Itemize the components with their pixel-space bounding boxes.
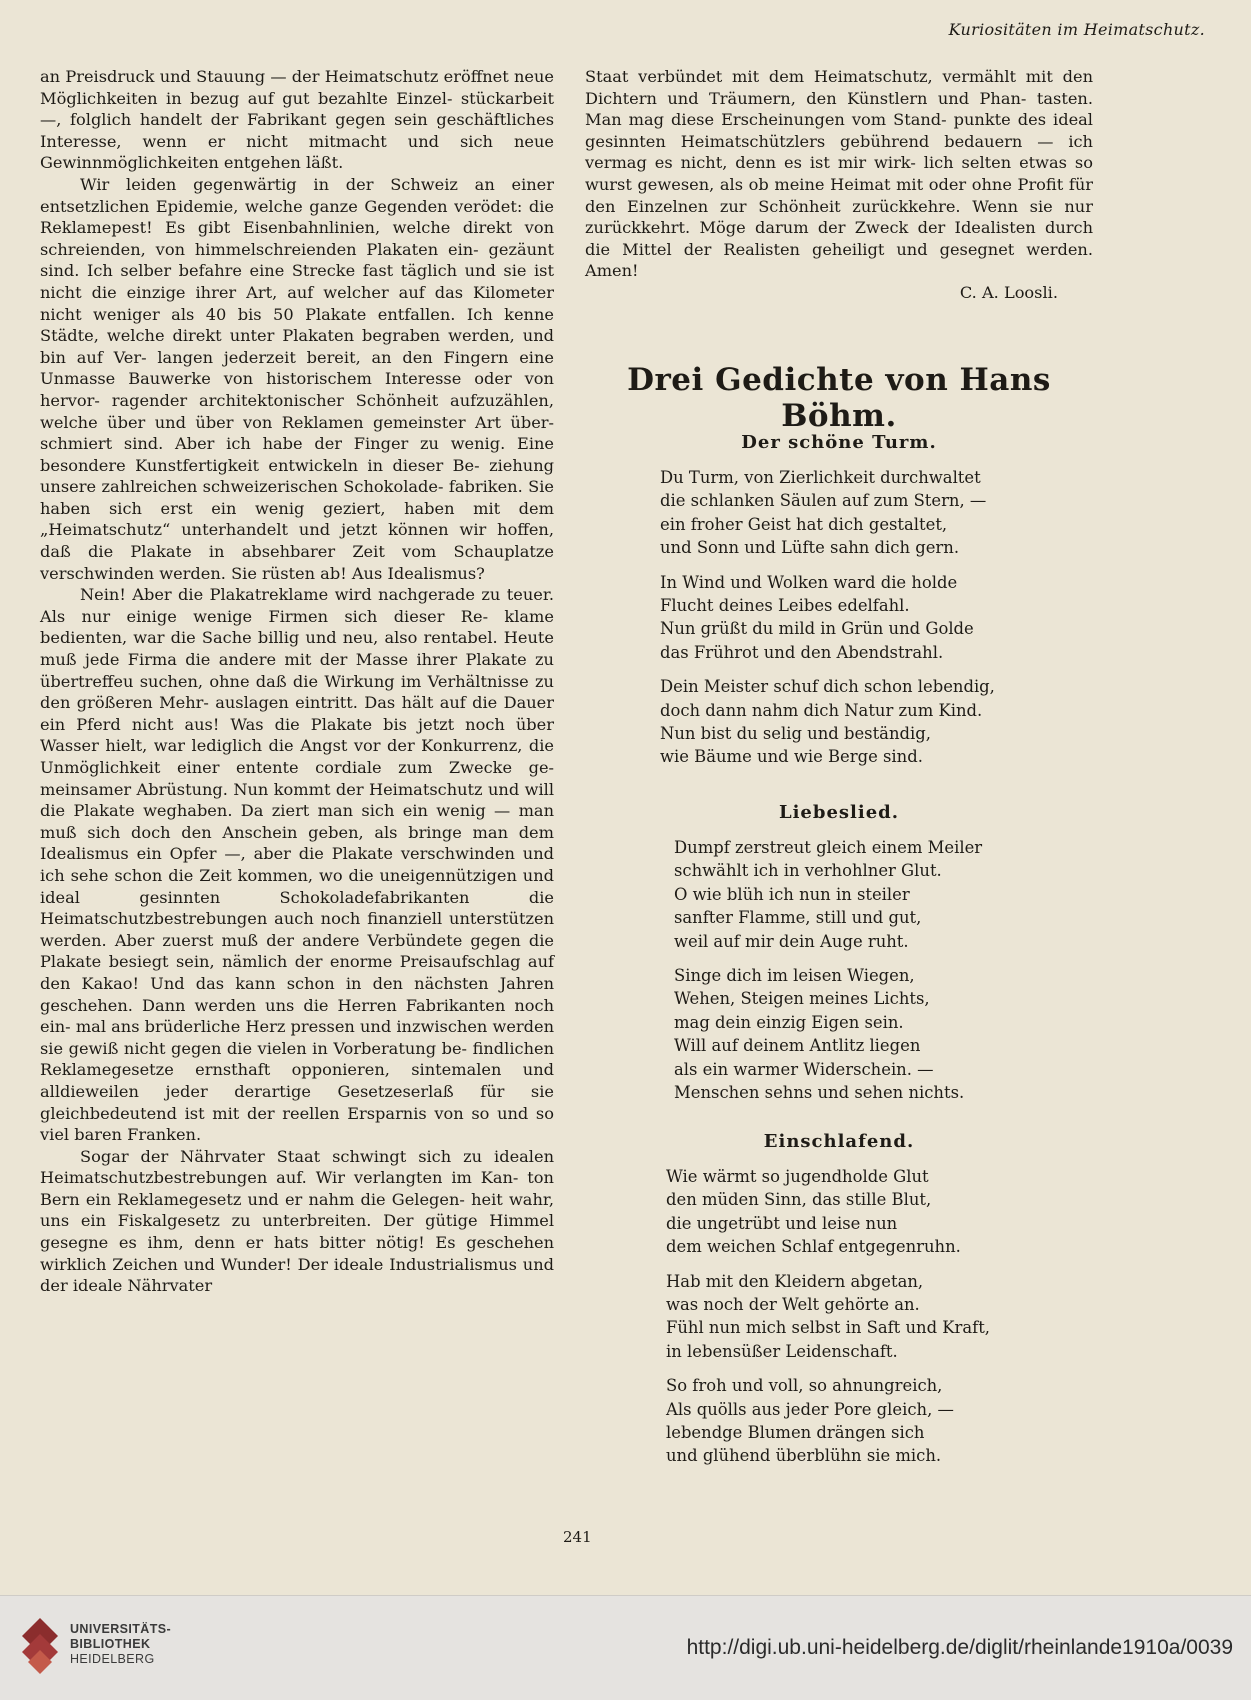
stanza bbox=[660, 466, 995, 560]
text-line: Schokoladefabrikanten die Heimatschutzbestrebungen auch bbox=[40, 887, 554, 929]
poem-title-3: Einschlafend. bbox=[763, 1131, 915, 1152]
paragraph bbox=[40, 584, 554, 1145]
stanza bbox=[666, 1165, 990, 1259]
text-line: meinsamer Abrüstung. Nun kommt der Heimatschutz bbox=[40, 779, 483, 799]
poem-einschlafend bbox=[666, 1165, 990, 1479]
text-line: teuer. Als nur einige wenige Firmen sich dieser Re- bbox=[40, 585, 554, 626]
verse-line: Singe dich im leisen Wiegen, bbox=[674, 966, 915, 986]
poem-liebeslied bbox=[674, 836, 982, 1115]
paragraph bbox=[40, 174, 554, 584]
text-line: Nein! Aber die Plakatreklame wird nachgerade zu bbox=[80, 585, 501, 605]
verse-line: Nun grüßt du mild in Grün und Golde bbox=[660, 619, 974, 639]
stanza bbox=[666, 1270, 990, 1364]
verse-line: doch dann nahm dich Natur zum Kind. bbox=[660, 700, 983, 720]
verse-line: den müden Sinn, das stille Blut, bbox=[666, 1190, 932, 1210]
text-line: Der ideale Industrialismus und der ideale Nährvater bbox=[40, 1254, 555, 1296]
text-line: den Dichtern und Träumern, den Künstlern und Phan- bbox=[585, 67, 1093, 108]
text-line: als bringe man dem Idealismus ein Opfer —, aber bbox=[40, 822, 554, 864]
verse-line: mag dein einzig Eigen sein. bbox=[674, 1012, 904, 1032]
section-title: Drei Gedichte von Hans Böhm. bbox=[627, 362, 1051, 434]
verse-line: die schlanken Säulen auf zum Stern, — bbox=[660, 491, 987, 511]
verse-line: Flucht deines Leibes edelfahl. bbox=[660, 596, 910, 616]
text-line: punkte des ideal gesinnten Heimatschützlers gebührend bbox=[585, 110, 1093, 151]
text-line: und will die Plakate weghaben. Da ziert man sich bbox=[40, 779, 554, 821]
verse-line: Will auf deinem Antlitz liegen bbox=[674, 1036, 921, 1056]
verse-line: Wehen, Steigen meines Lichts, bbox=[674, 989, 930, 1009]
verse-line: was noch der Welt gehörte an. bbox=[666, 1295, 920, 1315]
paragraph bbox=[40, 66, 554, 174]
text-line: nötig! Es geschehen wirklich Zeichen und Wunder! bbox=[40, 1233, 555, 1274]
text-line: Dann werden uns die Herren Fabrikanten noch ein- bbox=[40, 995, 554, 1037]
text-line: klame bedienten, war die Sache billig und neu, also bbox=[40, 606, 554, 648]
text-line: heit wahr, uns ein Fiskalgesetz zu unterbreiten. Der bbox=[40, 1189, 554, 1231]
text-line: sich neue Gewinnmöglichkeiten entgehen läßt. bbox=[40, 131, 554, 173]
right-column bbox=[585, 66, 1093, 304]
text-line: Sogar der Nährvater Staat schwingt sich zu idealen bbox=[80, 1146, 554, 1166]
text-line: Möge darum der Zweck der Idealisten durch die Mittel bbox=[585, 218, 1093, 259]
text-line: und alldieweilen jeder derartige Gesetzeserlaß für sie bbox=[40, 1060, 554, 1101]
text-line: die Reklamepest! Es gibt Eisenbahnlinien, welche direkt bbox=[40, 196, 554, 238]
stanza bbox=[660, 675, 995, 769]
verse-line: als ein warmer Widerschein. — bbox=[674, 1059, 934, 1079]
footer-bar bbox=[0, 1595, 1251, 1700]
text-line: neue Möglichkeiten in bezug auf gut bezahlte Einzel- bbox=[40, 67, 554, 108]
verse-line: Wie wärmt so jugendholde Glut bbox=[666, 1167, 929, 1186]
text-line: tasten. Man mag diese Erscheinungen vom Stand- bbox=[585, 88, 1093, 130]
text-line: kommen, wo die uneigennützigen und ideal gesinnten bbox=[40, 865, 554, 907]
text-line: unter Plakaten begraben werden, und bin auf Ver- bbox=[40, 326, 554, 367]
text-line: fabriken. Sie haben sich erst ein wenig geziert, haben bbox=[40, 477, 554, 518]
page-number: 241 bbox=[563, 1528, 592, 1546]
text-line: Wir leiden gegenwärtig in der Schweiz an einer bbox=[80, 174, 554, 194]
library-name: UNIVERSITÄTS- BIBLIOTHEK HEIDELBERG bbox=[70, 1622, 172, 1666]
text-line: auslagen eintritt. Das hält auf die Dauer ein Pferd bbox=[40, 693, 554, 734]
running-title: Kuriositäten im Heimatschutz. bbox=[948, 20, 1205, 39]
text-line: über und über von Reklamen gemeinster Art über- bbox=[107, 412, 554, 432]
author-signature: C. A. Loosli. bbox=[959, 282, 1058, 302]
text-line: die Plakate verschwinden und ich sehe schon die Zeit bbox=[40, 844, 554, 885]
text-line: ragender architektonischer Schönheit aufzuzählen, welche bbox=[40, 390, 554, 432]
text-line: noch finanziell unterstützen werden. Aber zuerst muß bbox=[40, 909, 554, 950]
text-line: Bauwerke von historischem Interesse oder von hervor- bbox=[40, 369, 554, 410]
text-line: nämlich der enorme Preisaufschlag auf den Kakao! bbox=[40, 952, 554, 993]
poem-der-schoene-turm bbox=[660, 466, 995, 780]
text-line: an Preisdruck und Stauung — der Heimatschutz eröffnet bbox=[40, 67, 509, 86]
text-line: nicht aus! Was die Plakate bis jetzt noch über Wasser bbox=[40, 714, 554, 756]
text-line: Eine besondere Kunstfertigkeit entwickeln in dieser Be- bbox=[40, 434, 554, 475]
text-line: Und das kann schon in den nächsten Jahren geschehen. bbox=[40, 973, 555, 1015]
verse-line: und glühend überblühn sie mich. bbox=[666, 1446, 942, 1466]
verse-line: In Wind und Wolken ward die holde bbox=[660, 572, 958, 592]
source-url[interactable]: http://digi.ub.uni-heidelberg.de/diglit/rheinlande1910a/0039 bbox=[686, 1636, 1233, 1659]
text-line: Schauplatze verschwinden werden. Sie rüsten ab! Aus bbox=[40, 542, 554, 583]
paragraph bbox=[585, 66, 1093, 282]
verse-line: Du Turm, von Zierlichkeit durchwaltet bbox=[660, 468, 981, 487]
verse-line: Menschen sehns und sehen nichts. bbox=[674, 1083, 965, 1103]
text-line: ziehung unsere zahlreichen schweizerischen Schokolade- bbox=[40, 455, 554, 497]
text-line: die Wirkung im Verhältnisse zu den größeren Mehr- bbox=[40, 671, 554, 713]
verse-line: das Frührot und den Abendstrahl. bbox=[660, 642, 944, 662]
text-line: Schönheit zurückkehre. Wenn sie nur zurückkehrt. bbox=[585, 196, 1093, 238]
verse-line: weil auf mir dein Auge ruht. bbox=[674, 931, 909, 951]
text-line: und so viel baren Franken. bbox=[40, 1103, 554, 1145]
stanza bbox=[674, 836, 982, 953]
text-line: täglich und sie ist nicht die einzige ihrer Art, auf bbox=[40, 261, 554, 302]
verse-line: O wie blüh ich nun in steiler bbox=[674, 884, 910, 904]
text-line: Staat verbündet mit dem Heimatschutz, vermählt mit bbox=[585, 67, 1053, 86]
verse-line: dem weichen Schlaf entgegenruhn. bbox=[666, 1237, 961, 1257]
text-line: rentabel. Heute muß jede Firma die andere mit der bbox=[40, 628, 554, 670]
text-line: sie gewiß nicht gegen die vielen in Vorberatung be- bbox=[40, 1038, 468, 1058]
verse-line: die ungetrübt und leise nun bbox=[666, 1213, 898, 1233]
text-line: Plakate entfallen. Ich kenne Städte, welche direkt bbox=[40, 304, 554, 346]
text-line: Unmöglichkeit einer entente cordiale zum Zwecke ge- bbox=[40, 758, 554, 777]
text-line: gezäunt sind. Ich selber befahre eine Strecke fast bbox=[40, 239, 554, 281]
text-line: geschäftliches Interesse, wenn er nicht mitmacht und bbox=[40, 110, 554, 151]
text-line: von schreienden, von himmelschreienden Plakaten ein- bbox=[40, 218, 554, 259]
poem-title-2: Liebeslied. bbox=[778, 802, 900, 823]
text-line: Idealismus? bbox=[387, 563, 485, 583]
stanza bbox=[660, 571, 995, 665]
text-line: Heimat mit oder ohne Profit für den Einzelnen zur bbox=[585, 174, 1093, 216]
text-line: gleichbedeutend ist mit der reellen Ersparnis von so bbox=[40, 1103, 490, 1123]
text-line: der andere Verbündete gegen die Plakate besiegt sein, bbox=[40, 930, 554, 972]
text-line: bedauern — ich vermag es nicht, denn es ist mir wirk- bbox=[585, 131, 1093, 173]
text-line: findlichen Reklamegesetze ernsthaft opponieren, sintemalen bbox=[40, 1038, 554, 1080]
paragraph bbox=[40, 1146, 554, 1297]
verse-line: schwählt ich in verhohlner Glut. bbox=[674, 861, 942, 881]
verse-line: ein froher Geist hat dich gestaltet, bbox=[660, 514, 948, 534]
verse-line: Als quölls aus jeder Pore gleich, — bbox=[666, 1399, 954, 1419]
text-line: entsetzlichen Epidemie, welche ganze Gegenden verödet: bbox=[40, 196, 523, 216]
verse-line: in lebensüßer Leidenschaft. bbox=[666, 1341, 898, 1361]
text-line: ein wenig — man muß sich doch den Anschein geben, bbox=[40, 801, 554, 842]
left-column bbox=[40, 66, 554, 1297]
text-line: welcher auf das Kilometer nicht weniger als 40 bis 50 bbox=[40, 282, 554, 324]
verse-line: Hab mit den Kleidern abgetan, bbox=[666, 1271, 924, 1291]
university-seal-icon bbox=[14, 1614, 66, 1678]
text-line: langen jederzeit bereit, an den Fingern eine Unmasse bbox=[40, 347, 554, 389]
poem-title-1: Der schöne Turm. bbox=[741, 432, 937, 453]
text-line: mit dem „Heimatschutz“ unterhandelt und jetzt können bbox=[40, 498, 554, 540]
verse-line: Fühl nun mich selbst in Saft und Kraft, bbox=[666, 1318, 991, 1338]
verse-line: Dein Meister schuf dich schon lebendig, bbox=[660, 677, 995, 697]
text-line: lich selten etwas so wurst gewesen, als ob meine bbox=[585, 153, 1093, 194]
stanza bbox=[674, 964, 982, 1104]
verse-line: Dumpf zerstreut gleich einem Meiler bbox=[674, 838, 983, 857]
verse-line: und Sonn und Lüfte sahn dich gern. bbox=[660, 538, 960, 558]
text-line: Masse ihrer Plakate zu übertreffeu suchen, ohne daß bbox=[40, 650, 554, 691]
text-line: schmiert sind. Aber ich habe der Finger zu wenig. bbox=[40, 434, 506, 454]
text-line: gütige Himmel gesegne es ihm, denn er hats bitter bbox=[40, 1211, 554, 1253]
verse-line: sanfter Flamme, still und gut, bbox=[674, 908, 922, 928]
text-line: stückarbeit —, folglich handelt der Fabrikant gegen sein bbox=[40, 88, 554, 130]
text-line: wir hoffen, daß die Plakate in absehbarer Zeit vom bbox=[40, 520, 554, 562]
text-line: Heimatschutzbestrebungen auf. Wir verlangten im Kan- bbox=[40, 1168, 519, 1188]
verse-line: wie Bäume und wie Berge sind. bbox=[660, 747, 923, 767]
text-line: hielt, war lediglich die Angst vor der Konkurrenz, die bbox=[105, 736, 554, 756]
verse-line: So froh und voll, so ahnungreich, bbox=[666, 1376, 943, 1396]
verse-line: Nun bist du selig und beständig, bbox=[660, 724, 931, 744]
text-line: ton Bern ein Reklamegesetz und er nahm die Gelegen- bbox=[40, 1168, 554, 1209]
verse-line: lebendge Blumen drängen sich bbox=[666, 1423, 925, 1443]
text-line: der Realisten geheiligt und gesegnet werden. Amen! bbox=[585, 239, 1093, 281]
stanza bbox=[666, 1374, 990, 1468]
essay-conclusion bbox=[585, 66, 1093, 282]
text-line: mal ans brüderliche Herz pressen und inzwischen werden bbox=[75, 1017, 555, 1037]
